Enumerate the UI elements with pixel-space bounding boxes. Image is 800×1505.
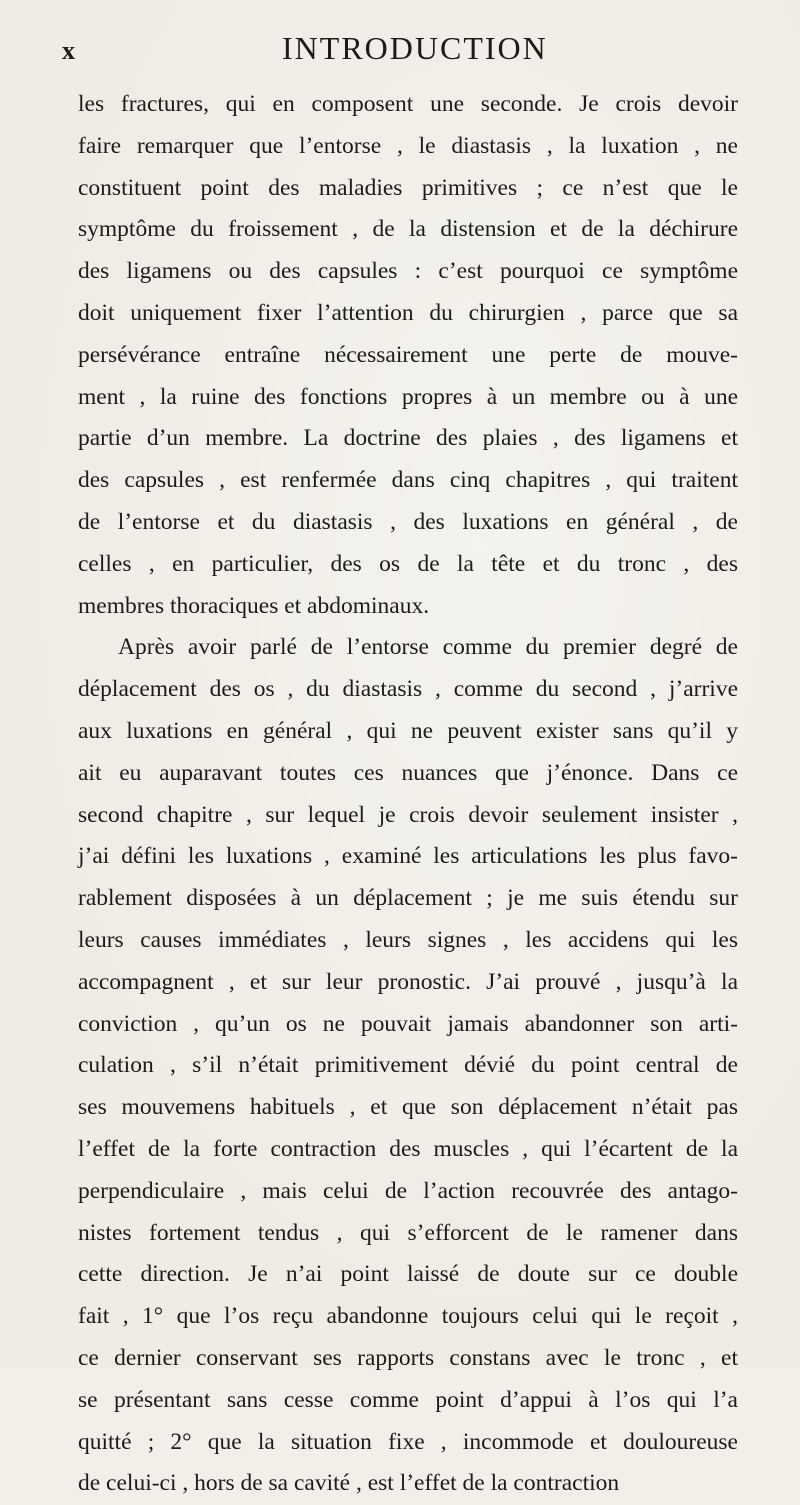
text-line: rablement disposées à un déplacement ; je me suis étendu sur — [78, 885, 738, 912]
text-line: conviction , qu’un os ne pouvait jamais abandonner son arti- — [78, 1010, 738, 1037]
text-line: second chapitre , sur lequel je crois devoir seulement insister , — [78, 801, 738, 828]
text-line: constituent point des maladies primitives ; ce n’est que le — [78, 174, 738, 201]
text-line: partie d’un membre. La doctrine des plaies , des ligamens et — [78, 425, 738, 452]
text-line: perpendiculaire , mais celui de l’action recouvrée des antago- — [78, 1177, 738, 1204]
text-line: des ligamens ou des capsules : c’est pourquoi ce symptôme — [78, 258, 738, 285]
body-text — [78, 84, 738, 1505]
text-line: ait eu auparavant toutes ces nuances que j’énonce. Dans ce — [78, 759, 738, 786]
text-line: culation , s’il n’était primitivement dévié du point central de — [78, 1052, 738, 1079]
text-line: de l’entorse et du diastasis , des luxations en général , de — [78, 508, 738, 535]
text-line: celles , en particulier, des os de la tête et du tronc , des — [78, 550, 738, 577]
running-head: INTRODUCTION — [282, 30, 548, 66]
text-line: accompagnent , et sur leur pronostic. J’ai prouvé , jusqu’à la — [78, 968, 738, 995]
text-line: Après avoir parlé de l’entorse comme du premier degré de — [118, 634, 738, 661]
text-line: nistes fortement tendus , qui s’efforcent de le ramener dans — [78, 1219, 738, 1246]
text-line: faire remarquer que l’entorse , le diastasis , la luxation , ne — [78, 132, 738, 159]
text-line: quitté ; 2° que la situation fixe , incommode et douloureuse — [78, 1428, 738, 1455]
text-line: ses mouvemens habituels , et que son déplacement n’était pas — [78, 1094, 738, 1121]
text-line: cette direction. Je n’ai point laissé de doute sur ce double — [78, 1261, 738, 1288]
text-line: j’ai défini les luxations , examiné les articulations les plus favo- — [78, 843, 738, 870]
text-line: persévérance entraîne nécessairement une perte de mouve- — [78, 341, 738, 368]
text-line: membres thoraciques et abdominaux. — [78, 592, 430, 619]
text-line: doit uniquement fixer l’attention du chirurgien , parce que sa — [78, 299, 738, 326]
page-header — [0, 30, 800, 70]
text-line: fait , 1° que l’os reçu abandonne toujours celui qui le reçoit , — [78, 1303, 738, 1330]
text-line: l’effet de la forte contraction des muscles , qui l’écartent de la — [78, 1135, 738, 1162]
text-line: se présentant sans cesse comme point d’appui à l’os qui l’a — [78, 1386, 738, 1413]
text-line: aux luxations en général , qui ne peuvent exister sans qu’il y — [78, 717, 738, 744]
text-line: ment , la ruine des fonctions propres à un membre ou à une — [78, 383, 738, 410]
text-line: leurs causes immédiates , leurs signes , les accidens qui les — [78, 926, 738, 953]
text-line: ce dernier conservant ses rapports constans avec le tronc , et — [78, 1344, 738, 1371]
text-line: déplacement des os , du diastasis , comme du second , j’arrive — [78, 676, 738, 703]
text-line: de celui-ci , hors de sa cavité , est l’effet de la contraction — [78, 1470, 620, 1497]
text-line: les fractures, qui en composent une seconde. Je crois devoir — [78, 91, 738, 117]
text-line: symptôme du froissement , de la distension et de la déchirure — [78, 216, 738, 243]
page-number: x — [62, 36, 76, 65]
text-line: des capsules , est renfermée dans cinq chapitres , qui traitent — [78, 467, 738, 494]
